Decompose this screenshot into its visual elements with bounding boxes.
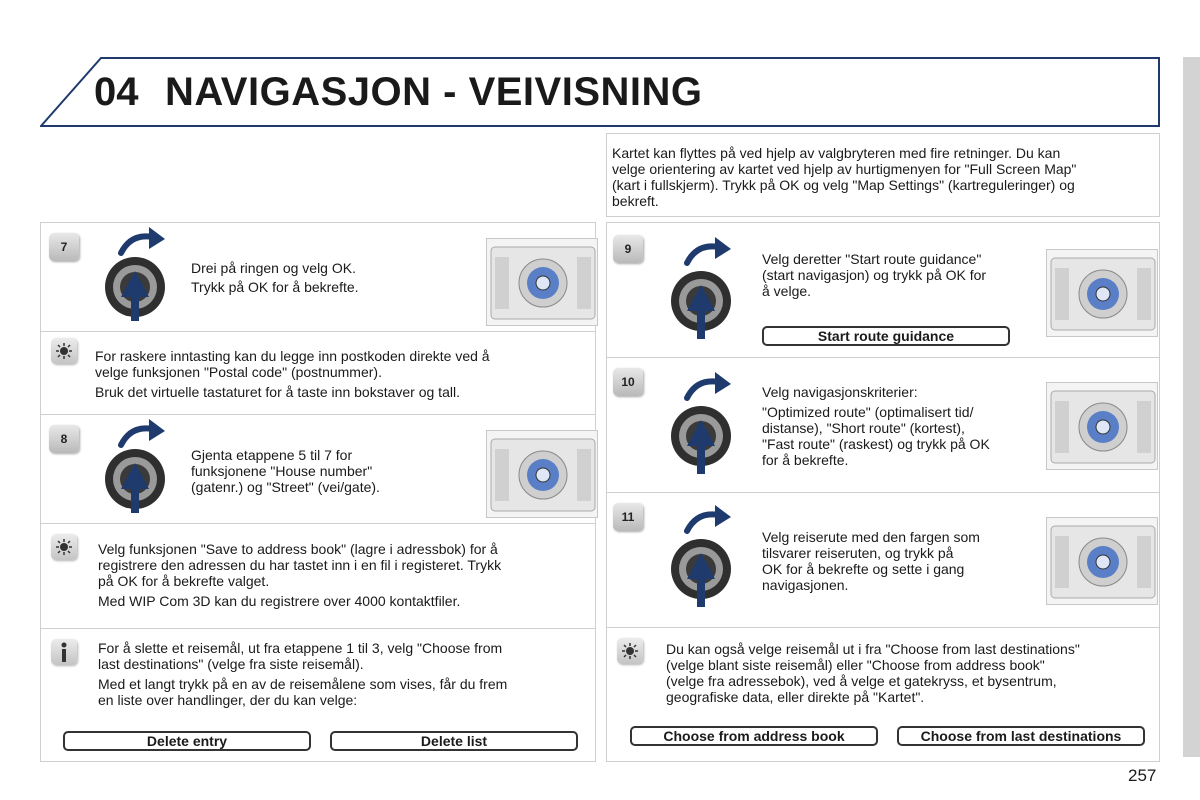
text-line: "Fast route" (raskest) og trykk på OK bbox=[762, 436, 990, 452]
text-line: Med WIP Com 3D kan du registrere over 4000 kontaktfiler. bbox=[98, 593, 461, 609]
page-title: NAVIGASJON - VEIVISNING bbox=[165, 70, 703, 114]
rotary-knob-icon bbox=[669, 503, 769, 613]
text-line: Velg navigasjonskriterier: bbox=[762, 384, 918, 400]
text-line: Kartet kan flyttes på ved hjelp av valgbryteren med fire retninger. Du kan bbox=[612, 145, 1061, 161]
text-line: Trykk på OK for å bekrefte. bbox=[191, 279, 359, 295]
info-text bbox=[98, 640, 588, 708]
text-line: en liste over handlinger, der du kan velge: bbox=[98, 692, 358, 708]
curved-arrow-icon bbox=[121, 428, 153, 445]
text-line: bekreft. bbox=[612, 193, 659, 209]
info-icon bbox=[51, 639, 77, 665]
text-line: Gjenta etappene 5 til 7 for bbox=[191, 447, 353, 463]
radio-unit-icon bbox=[1046, 382, 1158, 470]
page-number: 257 bbox=[1128, 766, 1157, 785]
step-badge: 11 bbox=[613, 503, 643, 531]
delete-list-button[interactable]: Delete list bbox=[330, 731, 578, 751]
text-line: (kart i fullskjerm). Trykk på OK og velg "Map Settings" (kartreguleringer) og bbox=[612, 177, 1075, 193]
radio-unit-icon bbox=[1046, 517, 1158, 605]
text-line: OK for å bekrefte og sette i gang bbox=[762, 561, 965, 577]
rotary-knob-icon bbox=[103, 417, 203, 521]
radio-unit-icon bbox=[486, 430, 598, 518]
text-line: For å slette et reisemål, ut fra etappene 1 til 3, velg "Choose from bbox=[98, 640, 503, 656]
tip-section bbox=[41, 524, 595, 629]
step-9-text bbox=[762, 251, 1042, 299]
text-line: Du kan også velge reisemål ut i fra "Choose from last destinations" bbox=[666, 641, 1080, 657]
step-10-section bbox=[607, 358, 1159, 493]
radio-unit-icon bbox=[486, 238, 598, 326]
text-line: For raskere inntasting kan du legge inn postkoden direkte ved å bbox=[95, 348, 490, 364]
text-line: Velg deretter "Start route guidance" bbox=[762, 251, 982, 267]
tip-text bbox=[666, 641, 1151, 705]
text-line: Med et langt trykk på en av de reisemålene som vises, får du frem bbox=[98, 676, 508, 692]
side-tab bbox=[1183, 57, 1200, 757]
rotary-knob-icon bbox=[103, 225, 203, 329]
chapter-number: 04 bbox=[94, 70, 139, 114]
text-line: Drei på ringen og velg OK. bbox=[191, 260, 356, 276]
tip-text bbox=[98, 541, 588, 609]
choose-from-address-book-button[interactable]: Choose from address book bbox=[630, 726, 878, 746]
text-line: tilsvarer reiseruten, og trykk på bbox=[762, 545, 954, 561]
text-line: å velge. bbox=[762, 283, 812, 299]
tip-text bbox=[95, 348, 585, 400]
text-line: "Optimized route" (optimalisert tid/ bbox=[762, 404, 974, 420]
step-8-text bbox=[191, 447, 451, 495]
text-line: distanse), "Short route" (kortest), bbox=[762, 420, 965, 436]
step-7-text bbox=[191, 260, 451, 295]
text-line: geografiske data, eller direkte på "Kartet". bbox=[666, 689, 925, 705]
text-line: (velge blant siste reisemål) eller "Choose from address book" bbox=[666, 657, 1045, 673]
step-11-section bbox=[607, 493, 1159, 628]
text-line: på OK for å bekrefte valget. bbox=[98, 573, 270, 589]
tip-section bbox=[41, 332, 595, 415]
start-route-guidance-button[interactable]: Start route guidance bbox=[762, 326, 1010, 346]
step-7-section bbox=[41, 223, 595, 332]
step-badge: 8 bbox=[49, 425, 79, 453]
text-line: for å bekrefte. bbox=[762, 452, 849, 468]
curved-arrow-icon bbox=[687, 381, 719, 398]
choose-from-last-destinations-button[interactable]: Choose from last destinations bbox=[897, 726, 1145, 746]
text-line: (start navigasjon) og trykk på OK for bbox=[762, 267, 987, 283]
curved-arrow-icon bbox=[121, 236, 153, 253]
step-badge: 9 bbox=[613, 235, 643, 263]
text-line: velge orientering av kartet ved hjelp av hurtigmenyen for "Full Screen Map" bbox=[612, 161, 1077, 177]
text-line: velge funksjonen "Postal code" (postnummer). bbox=[95, 364, 382, 380]
text-line: Velg reiserute med den fargen som bbox=[762, 529, 980, 545]
delete-entry-button[interactable]: Delete entry bbox=[63, 731, 311, 751]
text-line: (velge fra adressebok), ved å velge et gatekryss, et bysentrum, bbox=[666, 673, 1057, 689]
curved-arrow-icon bbox=[687, 514, 719, 531]
rotary-knob-icon bbox=[669, 235, 769, 345]
step-9-section bbox=[607, 223, 1159, 358]
tip-section bbox=[607, 628, 1159, 761]
lightbulb-icon bbox=[51, 338, 77, 364]
intro-text bbox=[612, 145, 1157, 209]
text-line: funksjonene "House number" bbox=[191, 463, 373, 479]
radio-unit-icon bbox=[1046, 249, 1158, 337]
rotary-knob-icon bbox=[669, 370, 769, 480]
step-8-section bbox=[41, 415, 595, 524]
lightbulb-icon bbox=[617, 638, 643, 664]
info-section bbox=[41, 629, 595, 761]
step-11-text bbox=[762, 529, 1042, 593]
step-10-text bbox=[762, 384, 1042, 468]
step-badge: 7 bbox=[49, 233, 79, 261]
intro-box bbox=[606, 133, 1160, 217]
text-line: (gatenr.) og "Street" (vei/gate). bbox=[191, 479, 380, 495]
text-line: navigasjonen. bbox=[762, 577, 849, 593]
lightbulb-icon bbox=[51, 534, 77, 560]
text-line: last destinations" (velge fra siste reisemål). bbox=[98, 656, 364, 672]
text-line: Velg funksjonen "Save to address book" (lagre i adressbok) for å bbox=[98, 541, 498, 557]
step-badge: 10 bbox=[613, 368, 643, 396]
curved-arrow-icon bbox=[687, 246, 719, 263]
text-line: Bruk det virtuelle tastaturet for å taste inn bokstaver og tall. bbox=[95, 384, 460, 400]
text-line: registrere den adressen du har tastet inn i en fil i registeret. Trykk bbox=[98, 557, 502, 573]
